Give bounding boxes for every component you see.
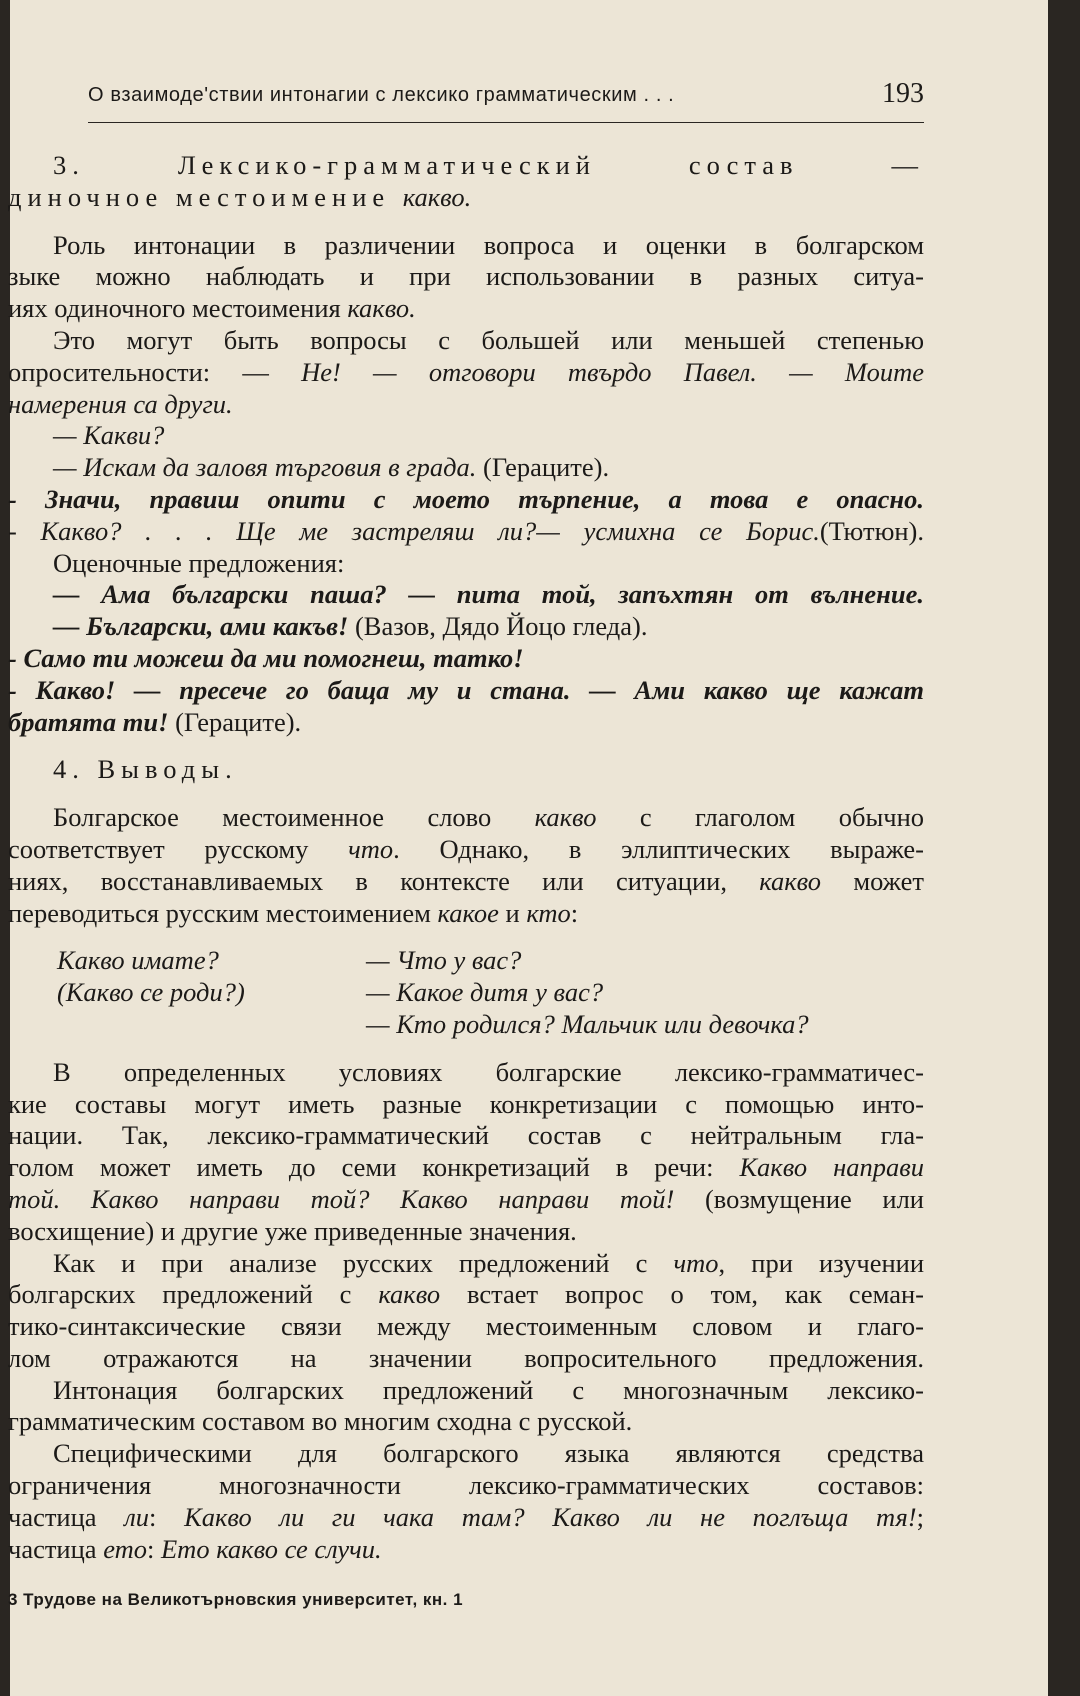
- italic-run: какво.: [347, 293, 416, 324]
- italic-run: — Искам да заловя търговия в града.: [53, 452, 477, 483]
- text-line: [0, 1120, 1064, 1152]
- heading-pronoun: какво.: [402, 181, 472, 212]
- text-run: (возмущение или: [674, 1183, 924, 1214]
- text-run: Как и при анализе русских предложений с: [53, 1247, 674, 1278]
- text-run: ;: [916, 1501, 924, 1532]
- text-run: В определенных условиях болгарские лексико-грамматичес-: [53, 1056, 924, 1087]
- italic-run: какво: [759, 865, 822, 896]
- dialogue-line: [0, 579, 1064, 611]
- text-run: с глаголом обычно: [596, 802, 925, 833]
- text-run: голом может иметь до семи конкретизаций в речи:: [8, 1152, 740, 1183]
- section-3-heading: 3. Лексико-грамматический состав —: [53, 150, 924, 180]
- text-run: иях одиночного местоимения: [8, 293, 348, 324]
- text-line: [0, 898, 1064, 930]
- text-run: ограничения многозначности лексико-грамматических составов:: [8, 1470, 924, 1501]
- italic-run: что: [673, 1247, 719, 1278]
- text-line: [0, 1311, 1064, 1343]
- dialogue-line: [0, 484, 1064, 516]
- text-run: Болгарское местоименное слово: [53, 802, 535, 833]
- dialogue-line: [0, 643, 1064, 675]
- italic-run: Ето какво се случи.: [161, 1533, 382, 1564]
- italic-run: — Български, ами какъв!: [53, 611, 349, 642]
- text-run: Интонация болгарских предложений с многозначным лексико-: [53, 1374, 924, 1405]
- italic-run: - Какво! — пресече го баща му и стана. — Ами какво ще кажат: [8, 674, 924, 705]
- paragraph-7: [0, 1438, 1064, 1565]
- italic-run: — Какви?: [53, 420, 165, 451]
- text-line: [0, 1279, 1064, 1311]
- text-run: опросительности: —: [8, 356, 302, 387]
- text-line: [0, 1438, 1064, 1470]
- source-ref: (Гераците).: [476, 452, 610, 483]
- text-run: :: [147, 1533, 161, 1564]
- text-run: и: [498, 897, 527, 928]
- text-line: [0, 1470, 1064, 1502]
- text-run: Специфическими для болгарского языка являются средства: [53, 1438, 924, 1469]
- text-run: :: [570, 897, 579, 928]
- example-row: [0, 945, 1064, 977]
- examples-block: [0, 945, 1064, 1040]
- paragraph-6: [0, 1375, 1064, 1439]
- text-run: соответствует русскому: [8, 833, 349, 864]
- text-line: [0, 325, 1064, 357]
- italic-run: ето: [103, 1533, 147, 1564]
- dialogue-line: [0, 516, 1064, 548]
- text-line: [0, 866, 1064, 898]
- text-run: встает вопрос о том, как семан-: [440, 1279, 925, 1310]
- text-line: [0, 1534, 1064, 1566]
- source-ref: (Гераците).: [168, 706, 302, 737]
- italic-run: намерения са други.: [8, 388, 233, 419]
- running-head: О взаимоде'ствии интонагии с лексико грамматическим . . .: [88, 84, 675, 106]
- italic-run: ли: [124, 1501, 150, 1532]
- spacer: [0, 738, 1064, 754]
- text-line: [0, 834, 1064, 866]
- text-line: [0, 357, 1064, 389]
- example-row: [0, 1009, 1064, 1041]
- spacer: [0, 214, 1064, 230]
- paragraph-4: [0, 1057, 1064, 1248]
- header-rule: [88, 122, 924, 123]
- text-line: [0, 802, 1064, 834]
- text-line: [0, 389, 1064, 421]
- italic-run: - Значи, правиш опити с моето търпение, а това е опасно.: [8, 483, 924, 514]
- italic-run: Какво ли ги чака там? Какво ли не поглъща тя!: [184, 1501, 917, 1532]
- italic-run: кто: [526, 897, 571, 928]
- example-ru: — Какое дитя у вас?: [366, 977, 604, 1008]
- dialogue-block: [0, 420, 1064, 547]
- spacer: [0, 1041, 1064, 1057]
- spacer: [0, 786, 1064, 802]
- text-run: частица: [8, 1533, 104, 1564]
- text-line: [0, 1184, 1064, 1216]
- text-run: зыке можно наблюдать и при использовании в разных ситуа-: [8, 261, 924, 292]
- spacer: [0, 929, 1064, 945]
- text-run: нации. Так, лексико-грамматический состав с нейтральным гла-: [8, 1120, 924, 1151]
- section-3-heading-cont: [0, 182, 1064, 214]
- italic-run: — Ама български паша? — пита той, запъхтян от вълнение.: [53, 579, 924, 610]
- text-line: [0, 1406, 1064, 1438]
- text-run: кие составы могут иметь разные конкретизации с помощью инто-: [8, 1088, 924, 1119]
- example-row: [0, 977, 1064, 1009]
- text-run: может: [821, 865, 924, 896]
- dialogue-line: [0, 452, 1064, 484]
- italic-run: - Само ти можеш да ми помогнеш, татко!: [8, 642, 524, 673]
- text-run: частица: [8, 1501, 125, 1532]
- heading-text: диночное местоимение: [8, 181, 403, 212]
- text-run: восхищение) и другие уже приведенные значения.: [8, 1215, 577, 1246]
- text-run: :: [149, 1501, 185, 1532]
- paragraph-3: [0, 802, 1064, 929]
- text-run: . Однако, в эллиптических выраже-: [393, 833, 924, 864]
- example-bg: (Какво се роди?): [57, 977, 245, 1008]
- italic-run: - Какво? . . . Ще ме застреляш ли?— усмихна се Борис.: [8, 515, 820, 546]
- dialogue-line: [0, 420, 1064, 452]
- text-line: [0, 1089, 1064, 1121]
- example-bg: Какво имате?: [57, 945, 219, 976]
- page-body: [0, 150, 1064, 1565]
- dialogue-line: [0, 611, 1064, 643]
- italic-run: Какво направи: [739, 1152, 924, 1183]
- text-line: [0, 293, 1064, 325]
- text-run: грамматическим составом во многим сходна с русской.: [8, 1406, 633, 1437]
- italic-run: что: [348, 833, 394, 864]
- text-run: Роль интонации в различении вопроса и оценки в болгарском: [53, 229, 924, 260]
- paragraph-5: [0, 1248, 1064, 1375]
- italic-run: какво: [534, 802, 597, 833]
- text-run: лом отражаются на значении вопросительного предложения.: [8, 1342, 924, 1373]
- paragraph-1: [0, 230, 1064, 325]
- example-ru: — Кто родился? Мальчик или девочка?: [366, 1008, 809, 1039]
- text-line: [0, 1375, 1064, 1407]
- italic-run: какво: [378, 1279, 441, 1310]
- source-ref: (Тютюн).: [819, 515, 924, 546]
- source-ref: (Вазов, Дядо Йоцо гледа).: [348, 611, 648, 642]
- evaluative-block: [0, 548, 1064, 739]
- text-line: [0, 230, 1064, 262]
- text-run: ниях, восстанавливаемых в контексте или ситуации,: [8, 865, 760, 896]
- text-line: [0, 1152, 1064, 1184]
- dialogue-line: [0, 707, 1064, 739]
- text-line: [0, 1057, 1064, 1089]
- text-run: болгарских предложений с: [8, 1279, 379, 1310]
- section-4-heading: 4. Выводы.: [53, 754, 238, 785]
- italic-run: братята ти!: [8, 706, 169, 737]
- page-number: 193: [882, 78, 924, 109]
- page-footer: 3 Трудове на Великотърновския университет, кн. 1: [8, 1590, 464, 1609]
- text-line: [0, 261, 1064, 293]
- text-line: [0, 1502, 1064, 1534]
- example-ru: — Что у вас?: [366, 945, 522, 976]
- text-run: переводиться русским местоимением: [8, 897, 438, 928]
- page-header: [88, 78, 924, 118]
- italic-run: Не! — отговори твърдо Павел. — Моите: [301, 356, 925, 387]
- text-run: , при изучении: [718, 1247, 924, 1278]
- paragraph-2: [0, 325, 1064, 420]
- text-line: [0, 1248, 1064, 1280]
- text-run: тико-синтаксические связи между местоименным словом и глаго-: [8, 1311, 924, 1342]
- dialogue-line: [0, 675, 1064, 707]
- italic-run: какое: [437, 897, 499, 928]
- text-line: [0, 1216, 1064, 1248]
- text-run: Это могут быть вопросы с большей или меньшей степенью: [53, 324, 924, 355]
- evaluative-label: Оценочные предложения:: [53, 547, 345, 578]
- text-line: [0, 1343, 1064, 1375]
- italic-run: той. Какво направи той? Какво направи той!: [8, 1183, 675, 1214]
